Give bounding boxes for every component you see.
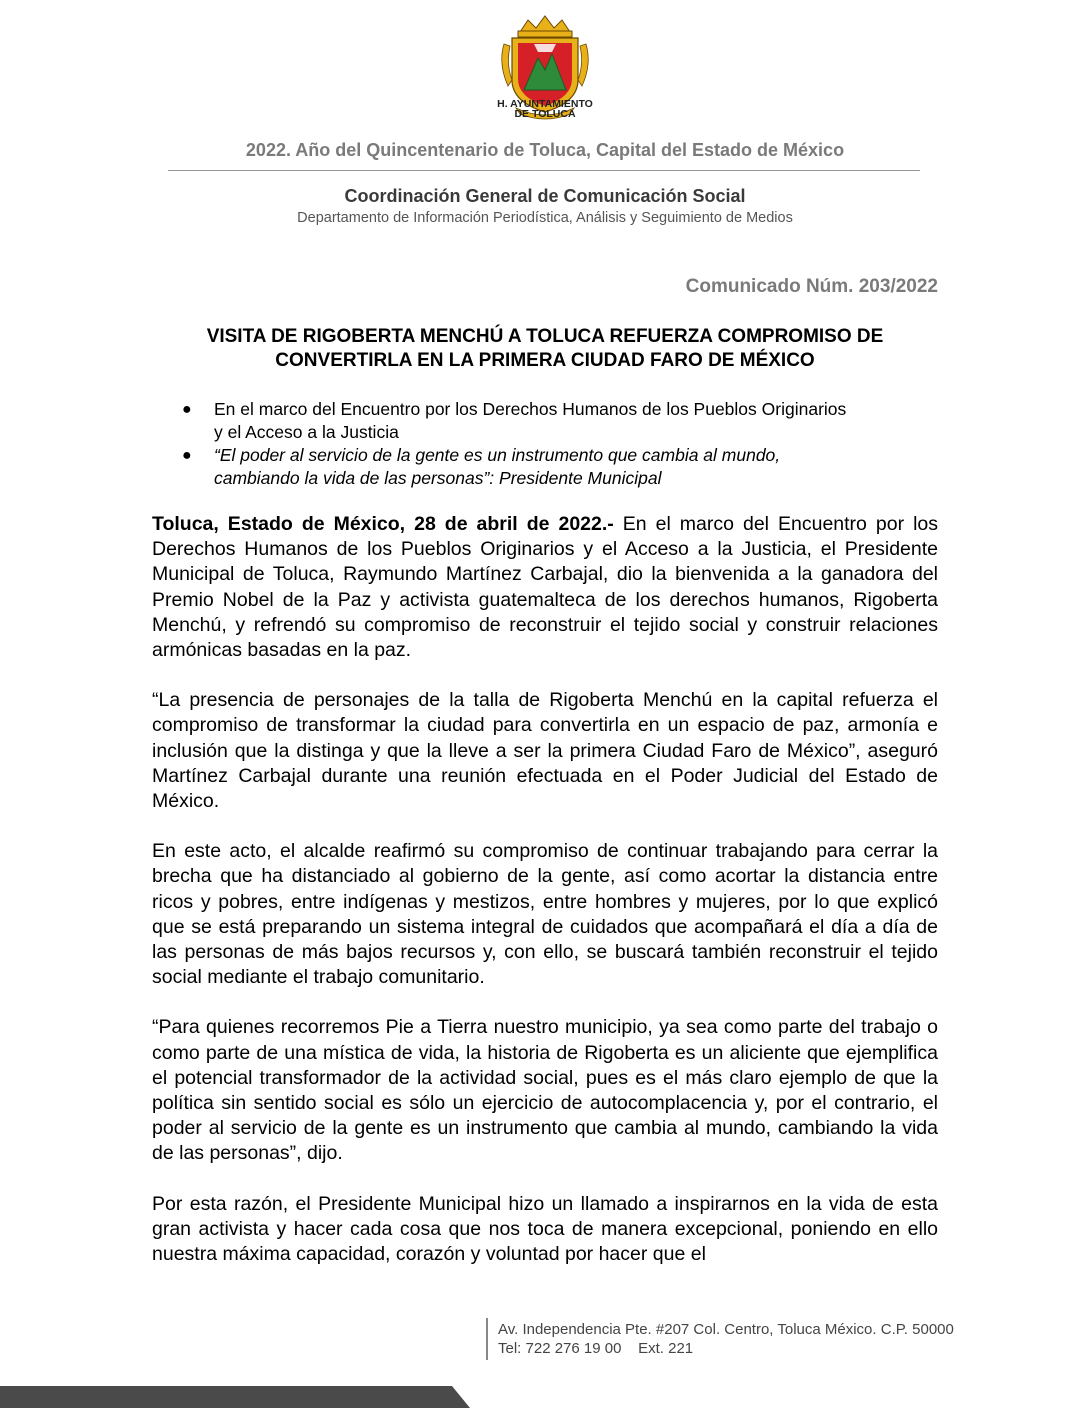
footer-contact [498,1320,954,1358]
paragraph: “Para quienes recorremos Pie a Tierra nuestro municipio, ya sea como parte del trabajo o como parte de una mística de vida, la historia de Rigoberta es un aliciente que ejemplifica el potencial transformador de la actividad social, pues es el más claro ejemplo de que la política sin sentido social es sólo un ejercicio de autocomplacencia y, por el contrario, el poder al servicio de la gente es un instrumento que cambia al mundo, cambiando la vida de las personas”, dijo. [152,1016,938,1165]
year-motto: 2022. Año del Quincentenario de Toluca, Capital del Estado de México [245,140,845,160]
bulletin-number: Comunicado Núm. 203/2022 [685,276,938,297]
article-body [152,512,938,1292]
paragraph: “La presencia de personajes de la talla de Rigoberta Menchú en la capital refuerza el compromiso de transformar la ciudad para convertirla en un espacio de paz, armonía e inclusión que la distinga y que la lleve a ser la primera Ciudad Faro de México”, aseguró Martínez Carbajal durante una reunión efectuada en el Poder Judicial del Estado de México. [152,689,938,813]
bullet-text-line: y el Acceso a la Justicia [214,422,399,442]
paragraph: Por esta razón, el Presidente Municipal hizo un llamado a inspirarnos en la vida de esta gran activista y hacer cada cosa que nos toca de manera excepcional, poniendo en ello nuestra máxima capacidad, corazón y voluntad por hacer que el [152,1192,938,1266]
logo-caption-line-2: DE TOLUCA [514,108,576,120]
headline-line-2: CONVERTIRLA EN LA PRIMERA CIUDAD FARO DE MÉXICO [275,350,815,371]
bullet-text-line: cambiando la vida de las personas”: Presidente Municipal [214,468,662,488]
headline-line-1: VISITA DE RIGOBERTA MENCHÚ A TOLUCA REFUERZA COMPROMISO DE [206,326,884,347]
coordination-title: Coordinación General de Comunicación Social [344,186,746,206]
bullet-dot-icon: ● [182,447,192,464]
logo-caption-line-1: H. AYUNTAMIENTO [497,98,593,110]
bullet-item [180,444,940,490]
paragraph: En este acto, el alcalde reafirmó su compromiso de continuar trabajando para cerrar la brecha que ha distanciado al gobierno de la gente, así como acortar la distancia entre ricos y pobres, entre indígenas y mestizos, entre hombres y mujeres, por lo que explicó que se está preparando un sistema integral de cuidados que acompañará el día a día de las personas de más bajos recursos y, con ello, se buscará también reconstruir el tejido social mediante el trabajo comunitario. [152,840,938,989]
dateline: Toluca, Estado de México, 28 de abril de 2022.- [152,513,614,535]
header-divider [168,170,920,171]
bullet-text-line: En el marco del Encuentro por los Derechos Humanos de los Pueblos Originarios [214,399,847,419]
footer-band [0,1386,470,1408]
bullet-text-line: “El poder al servicio de la gente es un instrumento que cambia al mundo, [214,445,781,465]
paragraph-text: En el marco del Encuentro por los Derechos Humanos de los Pueblos Originarios y el Acceso a la Justicia, el Presidente Municipal de Toluca, Raymundo Martínez Carbajal, dio la bienvenida a la ganadora del Premio Nobel de la Paz y activista guatemalteca de los derechos humanos, Rigoberta Menchú, y refrendó su compromiso de reconstruir el tejido social y construir relaciones armónicas basadas en la paz. [152,513,939,662]
headline [152,325,938,373]
footer-phone: Tel: 722 276 19 00 Ext. 221 [498,1340,694,1357]
bullet-dot-icon: ● [182,401,192,418]
bullet-item [180,398,940,444]
footer-address: Av. Independencia Pte. #207 Col. Centro, Toluca México. C.P. 50000 [498,1321,954,1338]
department-subtitle: Departamento de Información Periodística, Análisis y Seguimiento de Medios [297,210,793,226]
paragraph [152,512,938,663]
summary-bullets [180,398,940,490]
footer-divider [486,1318,488,1360]
